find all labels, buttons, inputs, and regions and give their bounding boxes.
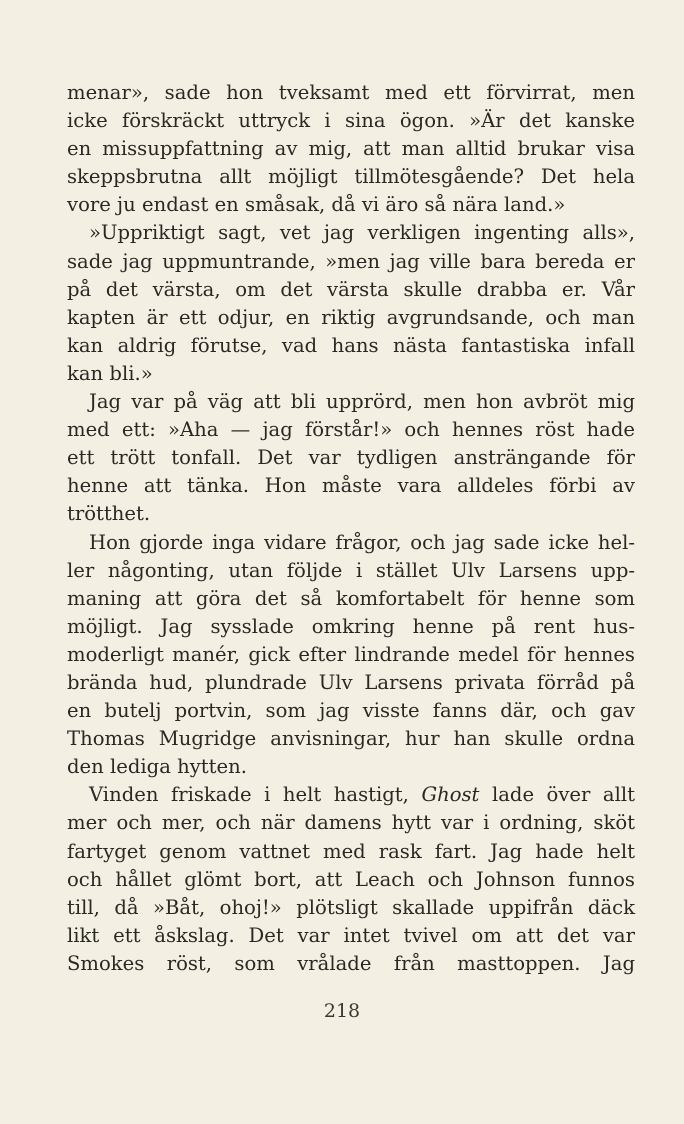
text-line: Thomas Mugridge anvisningar, hur han skulle ordna	[67, 727, 635, 751]
text-line: möjligt. Jag sysslade omkring henne på rent hus-	[67, 614, 635, 638]
text-segment: lade över allt	[479, 783, 635, 807]
text-line: kan bli.»	[67, 361, 153, 385]
text-line: och hållet glömt bort, att Leach och Johnson funnos	[67, 867, 635, 891]
body-text	[67, 79, 635, 978]
text-line: Jag var på väg att bli upprörd, men hon avbröt mig	[89, 390, 635, 414]
text-line: mer och mer, och när damens hytt var i ordning, sköt	[67, 811, 635, 835]
text-line: den lediga hytten.	[67, 755, 247, 779]
text-line: till, då »Båt, ohoj!» plötsligt skallade uppifrån däck	[67, 895, 635, 919]
text-line: ett trött tonfall. Det var tydligen ansträngande för	[67, 446, 635, 470]
text-line: maning att göra det så komfortabelt för henne som	[67, 586, 635, 610]
ship-name: Ghost	[421, 783, 480, 807]
text-line-with-ship-name	[67, 781, 635, 809]
text-line: moderligt manér, gick efter lindrande medel för hennes	[67, 642, 635, 666]
text-line: trötthet.	[67, 502, 151, 526]
text-line: sade jag uppmuntrande, »men jag ville bara bereda er	[67, 249, 635, 273]
text-line: skeppsbrutna allt möjligt tillmötesgående? Det hela	[67, 165, 635, 189]
text-line: en missuppfattning av mig, att man alltid brukar visa	[67, 137, 635, 161]
text-line: med ett: »Aha — jag förstår!» och hennes röst hade	[67, 418, 635, 442]
text-line: kapten är ett odjur, en riktig avgrundsande, och man	[67, 305, 635, 329]
text-line: Smokes röst, som vrålade från masttoppen. Jag	[67, 951, 635, 975]
text-line: på det värsta, om det värsta skulle drabba er. Vår	[67, 277, 635, 301]
text-line: likt ett åskslag. Det var intet tvivel om att det var	[67, 923, 635, 947]
text-line: brända hud, plundrade Ulv Larsens privata förråd på	[67, 670, 635, 694]
text-line: ler någonting, utan följde i stället Ulv Larsens upp-	[67, 558, 635, 582]
text-line: icke förskräckt uttryck i sina ögon. »Är det kanske	[67, 109, 635, 133]
text-line: menar», sade hon tveksamt med ett förvirrat, men	[67, 81, 635, 104]
text-line: henne att tänka. Hon måste vara alldeles förbi av	[67, 474, 635, 498]
text-line: fartyget genom vattnet med rask fart. Jag hade helt	[67, 839, 635, 863]
text-line: Hon gjorde inga vidare frågor, och jag sade icke hel-	[89, 530, 635, 554]
page-number: 218	[323, 1000, 361, 1022]
text-line: en butelj portvin, som jag visste fanns där, och gav	[67, 699, 635, 723]
text-line: »Uppriktigt sagt, vet jag verkligen ingenting alls»,	[89, 221, 635, 245]
text-segment: Vinden friskade i helt hastigt,	[89, 783, 422, 807]
text-line: kan aldrig förutse, vad hans nästa fantastiska infall	[67, 333, 635, 357]
text-line: vore ju endast en småsak, då vi äro så nära land.»	[67, 193, 566, 217]
